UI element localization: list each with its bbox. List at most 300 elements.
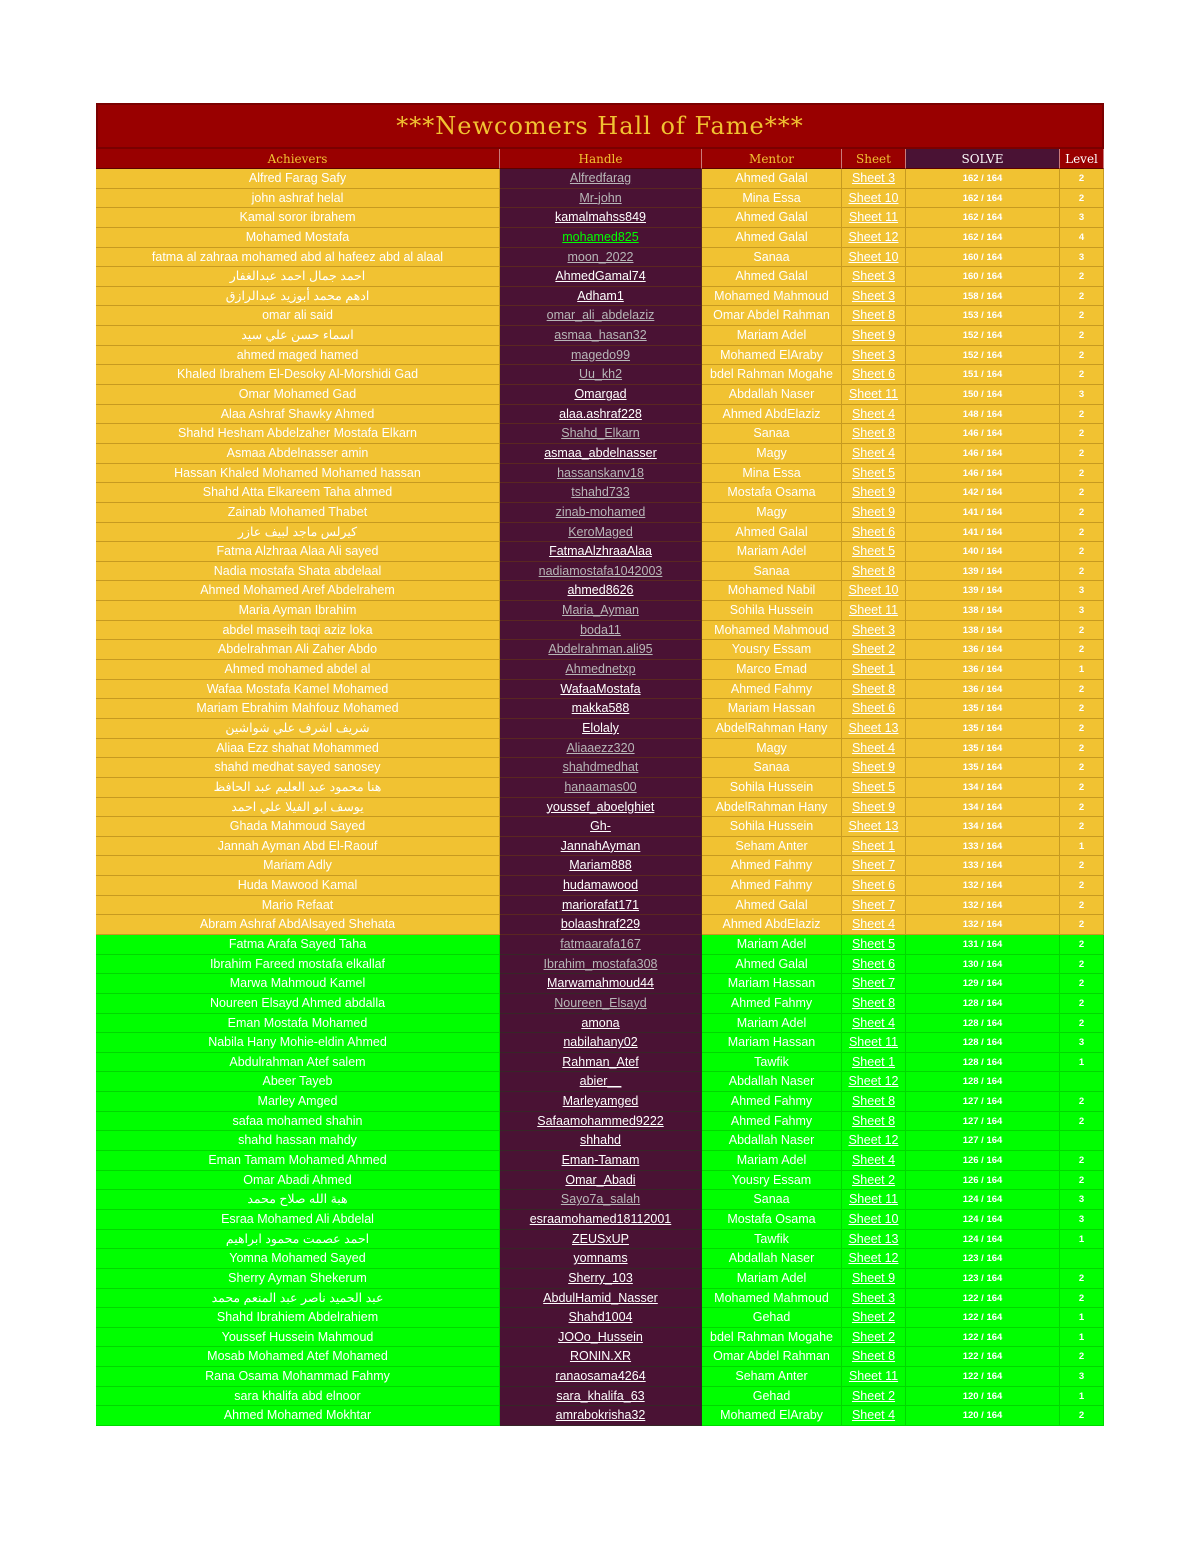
mentor-name: Sohila Hussein bbox=[702, 601, 842, 621]
solve-count: 131 / 164 bbox=[906, 935, 1060, 955]
sheet-link[interactable]: Sheet 1 bbox=[842, 1053, 906, 1073]
sheet-link[interactable]: Sheet 9 bbox=[842, 483, 906, 503]
table-row bbox=[96, 1190, 1104, 1210]
level-value bbox=[1060, 1072, 1104, 1092]
achiever-name: اسماء حسن علي سيد bbox=[96, 326, 500, 346]
table-row bbox=[96, 483, 1104, 503]
handle-link[interactable]: asmaa_hasan32 bbox=[500, 326, 702, 346]
sheet-link[interactable]: Sheet 3 bbox=[842, 287, 906, 307]
mentor-name: Omar Abdel Rahman bbox=[702, 1347, 842, 1367]
table-row bbox=[96, 523, 1104, 543]
mentor-name: Mariam Hassan bbox=[702, 974, 842, 994]
table-row bbox=[96, 248, 1104, 268]
handle-link[interactable]: Sayo7a_salah bbox=[500, 1190, 702, 1210]
header-level: Level bbox=[1060, 149, 1104, 169]
table-row bbox=[96, 267, 1104, 287]
table-row bbox=[96, 837, 1104, 857]
level-value: 3 bbox=[1060, 248, 1104, 268]
handle-link[interactable]: Shahd1004 bbox=[500, 1308, 702, 1328]
achiever-name: Marley Amged bbox=[96, 1092, 500, 1112]
sheet-link[interactable]: Sheet 3 bbox=[842, 1289, 906, 1309]
table-row bbox=[96, 719, 1104, 739]
mentor-name: Mohamed ElAraby bbox=[702, 346, 842, 366]
level-value: 2 bbox=[1060, 1171, 1104, 1191]
mentor-name: Mariam Adel bbox=[702, 1014, 842, 1034]
handle-link[interactable]: hassanskanv18 bbox=[500, 464, 702, 484]
mentor-name: Ahmed Fahmy bbox=[702, 994, 842, 1014]
solve-count: 160 / 164 bbox=[906, 267, 1060, 287]
solve-count: 162 / 164 bbox=[906, 228, 1060, 248]
table-row bbox=[96, 1289, 1104, 1309]
sheet-link[interactable]: Sheet 2 bbox=[842, 1387, 906, 1407]
mentor-name: Magy bbox=[702, 503, 842, 523]
handle-link[interactable]: fatmaarafa167 bbox=[500, 935, 702, 955]
solve-count: 148 / 164 bbox=[906, 405, 1060, 425]
handle-link[interactable]: KeroMaged bbox=[500, 523, 702, 543]
solve-count: 142 / 164 bbox=[906, 483, 1060, 503]
sheet-link[interactable]: Sheet 9 bbox=[842, 503, 906, 523]
handle-link[interactable]: alaa.ashraf228 bbox=[500, 405, 702, 425]
handle-link[interactable]: zinab-mohamed bbox=[500, 503, 702, 523]
handle-link[interactable]: JannahAyman bbox=[500, 837, 702, 857]
achiever-name: Fatma Arafa Sayed Taha bbox=[96, 935, 500, 955]
achiever-name: Abdelrahman Ali Zaher Abdo bbox=[96, 640, 500, 660]
table-row bbox=[96, 1151, 1104, 1171]
level-value: 2 bbox=[1060, 169, 1104, 189]
handle-link[interactable]: RONIN.XR bbox=[500, 1347, 702, 1367]
sheet-link[interactable]: Sheet 6 bbox=[842, 955, 906, 975]
mentor-name: Mariam Adel bbox=[702, 326, 842, 346]
achiever-name: Abdulrahman Atef salem bbox=[96, 1053, 500, 1073]
solve-count: 128 / 164 bbox=[906, 1072, 1060, 1092]
solve-count: 129 / 164 bbox=[906, 974, 1060, 994]
level-value: 1 bbox=[1060, 837, 1104, 857]
handle-link[interactable]: boda11 bbox=[500, 621, 702, 641]
sheet-link[interactable]: Sheet 13 bbox=[842, 719, 906, 739]
handle-link[interactable]: Safaamohammed9222 bbox=[500, 1112, 702, 1132]
achiever-name: شريف اشرف علي شواشين bbox=[96, 719, 500, 739]
handle-link[interactable]: AbdulHamid_Nasser bbox=[500, 1289, 702, 1309]
table-row bbox=[96, 208, 1104, 228]
achiever-name: Abeer Tayeb bbox=[96, 1072, 500, 1092]
sheet-link[interactable]: Sheet 2 bbox=[842, 1308, 906, 1328]
sheet-link[interactable]: Sheet 2 bbox=[842, 1171, 906, 1191]
handle-link[interactable]: FatmaAlzhraaAlaa bbox=[500, 542, 702, 562]
mentor-name: Mariam Hassan bbox=[702, 699, 842, 719]
sheet-link[interactable]: Sheet 4 bbox=[842, 739, 906, 759]
table-row bbox=[96, 1014, 1104, 1034]
mentor-name: Tawfik bbox=[702, 1053, 842, 1073]
sheet-link[interactable]: Sheet 8 bbox=[842, 994, 906, 1014]
handle-link[interactable]: Ibrahim_mostafa308 bbox=[500, 955, 702, 975]
sheet-link[interactable]: Sheet 11 bbox=[842, 1367, 906, 1387]
handle-link[interactable]: JOOo_Hussein bbox=[500, 1328, 702, 1348]
handle-link[interactable]: Mr-john bbox=[500, 189, 702, 209]
table-row bbox=[96, 581, 1104, 601]
sheet-link[interactable]: Sheet 9 bbox=[842, 798, 906, 818]
solve-count: 162 / 164 bbox=[906, 169, 1060, 189]
level-value: 2 bbox=[1060, 876, 1104, 896]
handle-link[interactable]: Abdelrahman.ali95 bbox=[500, 640, 702, 660]
achiever-name: Fatma Alzhraa Alaa Ali sayed bbox=[96, 542, 500, 562]
mentor-name: Abdallah Naser bbox=[702, 1249, 842, 1269]
sheet-link[interactable]: Sheet 12 bbox=[842, 1131, 906, 1151]
solve-count: 162 / 164 bbox=[906, 189, 1060, 209]
solve-count: 132 / 164 bbox=[906, 876, 1060, 896]
sheet-link[interactable]: Sheet 6 bbox=[842, 523, 906, 543]
sheet-link[interactable]: Sheet 8 bbox=[842, 424, 906, 444]
sheet-link[interactable]: Sheet 12 bbox=[842, 228, 906, 248]
sheet-link[interactable]: Sheet 3 bbox=[842, 621, 906, 641]
sheet-link[interactable]: Sheet 7 bbox=[842, 856, 906, 876]
handle-link[interactable]: moon_2022 bbox=[500, 248, 702, 268]
solve-count: 123 / 164 bbox=[906, 1249, 1060, 1269]
sheet-link[interactable]: Sheet 11 bbox=[842, 208, 906, 228]
handle-link[interactable]: hanaamas00 bbox=[500, 778, 702, 798]
handle-link[interactable]: Marwamahmoud44 bbox=[500, 974, 702, 994]
achiever-name: Jannah Ayman Abd El-Raouf bbox=[96, 837, 500, 857]
handle-link[interactable]: mariorafat171 bbox=[500, 896, 702, 916]
sheet-link[interactable]: Sheet 6 bbox=[842, 699, 906, 719]
table-row bbox=[96, 876, 1104, 896]
solve-count: 136 / 164 bbox=[906, 680, 1060, 700]
mentor-name: Ahmed Galal bbox=[702, 228, 842, 248]
achiever-name: احمد جمال احمد عبدالغفار bbox=[96, 267, 500, 287]
level-value bbox=[1060, 1249, 1104, 1269]
level-value: 3 bbox=[1060, 601, 1104, 621]
mentor-name: Sanaa bbox=[702, 424, 842, 444]
sheet-link[interactable]: Sheet 4 bbox=[842, 444, 906, 464]
level-value: 3 bbox=[1060, 1033, 1104, 1053]
level-value: 2 bbox=[1060, 739, 1104, 759]
mentor-name: AbdelRahman Hany bbox=[702, 719, 842, 739]
handle-link[interactable]: amrabokrisha32 bbox=[500, 1406, 702, 1426]
achiever-name: هنا محمود عبد العليم عبد الحافظ bbox=[96, 778, 500, 798]
mentor-name: Ahmed AbdElaziz bbox=[702, 915, 842, 935]
handle-link[interactable]: Ahmednetxp bbox=[500, 660, 702, 680]
mentor-name: Ahmed Galal bbox=[702, 896, 842, 916]
sheet-link[interactable]: Sheet 3 bbox=[842, 169, 906, 189]
mentor-name: Mina Essa bbox=[702, 464, 842, 484]
table-row bbox=[96, 798, 1104, 818]
level-value: 2 bbox=[1060, 346, 1104, 366]
sheet-link[interactable]: Sheet 8 bbox=[842, 562, 906, 582]
achiever-name: Eman Tamam Mohamed Ahmed bbox=[96, 1151, 500, 1171]
level-value: 2 bbox=[1060, 994, 1104, 1014]
handle-link[interactable]: Sherry_103 bbox=[500, 1269, 702, 1289]
sheet-link[interactable]: Sheet 4 bbox=[842, 405, 906, 425]
sheet-link[interactable]: Sheet 9 bbox=[842, 326, 906, 346]
table-row bbox=[96, 758, 1104, 778]
achiever-name: Eman Mostafa Mohamed bbox=[96, 1014, 500, 1034]
handle-link[interactable]: Eman-Tamam bbox=[500, 1151, 702, 1171]
table-row bbox=[96, 542, 1104, 562]
achiever-name: Kamal soror ibrahem bbox=[96, 208, 500, 228]
mentor-name: AbdelRahman Hany bbox=[702, 798, 842, 818]
level-value: 2 bbox=[1060, 562, 1104, 582]
sheet-link[interactable]: Sheet 5 bbox=[842, 935, 906, 955]
table-row bbox=[96, 503, 1104, 523]
level-value: 2 bbox=[1060, 974, 1104, 994]
handle-link[interactable]: magedo99 bbox=[500, 346, 702, 366]
solve-count: 139 / 164 bbox=[906, 581, 1060, 601]
handle-link[interactable]: Maria_Ayman bbox=[500, 601, 702, 621]
sheet-link[interactable]: Sheet 5 bbox=[842, 542, 906, 562]
handle-link[interactable]: amona bbox=[500, 1014, 702, 1034]
handle-link[interactable]: Omargad bbox=[500, 385, 702, 405]
table-row bbox=[96, 680, 1104, 700]
achiever-name: هبة الله صلاح محمد bbox=[96, 1190, 500, 1210]
table-row bbox=[96, 621, 1104, 641]
mentor-name: Ahmed Fahmy bbox=[702, 856, 842, 876]
sheet-link[interactable]: Sheet 5 bbox=[842, 778, 906, 798]
mentor-name: Mariam Adel bbox=[702, 1151, 842, 1171]
handle-link[interactable]: tshahd733 bbox=[500, 483, 702, 503]
table-row bbox=[96, 346, 1104, 366]
level-value: 3 bbox=[1060, 385, 1104, 405]
level-value: 2 bbox=[1060, 1289, 1104, 1309]
achiever-name: Noureen Elsayd Ahmed abdalla bbox=[96, 994, 500, 1014]
solve-count: 140 / 164 bbox=[906, 542, 1060, 562]
level-value: 2 bbox=[1060, 326, 1104, 346]
level-value: 2 bbox=[1060, 955, 1104, 975]
handle-link[interactable]: Rahman_Atef bbox=[500, 1053, 702, 1073]
sheet-link[interactable]: Sheet 2 bbox=[842, 640, 906, 660]
sheet-link[interactable]: Sheet 10 bbox=[842, 189, 906, 209]
mentor-name: Mohamed Mahmoud bbox=[702, 621, 842, 641]
achiever-name: Ghada Mahmoud Sayed bbox=[96, 817, 500, 837]
sheet-link[interactable]: Sheet 6 bbox=[842, 876, 906, 896]
solve-count: 141 / 164 bbox=[906, 503, 1060, 523]
level-value: 2 bbox=[1060, 189, 1104, 209]
handle-link[interactable]: ranaosama4264 bbox=[500, 1367, 702, 1387]
table-row bbox=[96, 955, 1104, 975]
level-value: 2 bbox=[1060, 287, 1104, 307]
sheet-link[interactable]: Sheet 7 bbox=[842, 896, 906, 916]
sheet-link[interactable]: Sheet 1 bbox=[842, 837, 906, 857]
solve-count: 120 / 164 bbox=[906, 1387, 1060, 1407]
achiever-name: Maria Ayman Ibrahim bbox=[96, 601, 500, 621]
sheet-link[interactable]: Sheet 8 bbox=[842, 1092, 906, 1112]
achiever-name: Ahmed mohamed abdel al bbox=[96, 660, 500, 680]
handle-link[interactable]: shhahd bbox=[500, 1131, 702, 1151]
handle-link[interactable]: Adham1 bbox=[500, 287, 702, 307]
mentor-name: Magy bbox=[702, 444, 842, 464]
handle-link[interactable]: youssef_aboelghiet bbox=[500, 798, 702, 818]
table-row bbox=[96, 326, 1104, 346]
level-value: 2 bbox=[1060, 680, 1104, 700]
table-row bbox=[96, 287, 1104, 307]
mentor-name: Ahmed Galal bbox=[702, 267, 842, 287]
mentor-name: Mariam Adel bbox=[702, 935, 842, 955]
sheet-link[interactable]: Sheet 4 bbox=[842, 915, 906, 935]
sheet-link[interactable]: Sheet 8 bbox=[842, 1347, 906, 1367]
level-value: 3 bbox=[1060, 1190, 1104, 1210]
level-value: 2 bbox=[1060, 1269, 1104, 1289]
sheet-link[interactable]: Sheet 1 bbox=[842, 660, 906, 680]
achiever-name: Youssef Hussein Mahmoud bbox=[96, 1328, 500, 1348]
handle-link[interactable]: Mariam888 bbox=[500, 856, 702, 876]
handle-link[interactable]: bolaashraf229 bbox=[500, 915, 702, 935]
sheet-link[interactable]: Sheet 4 bbox=[842, 1406, 906, 1426]
level-value: 2 bbox=[1060, 503, 1104, 523]
mentor-name: Abdallah Naser bbox=[702, 1072, 842, 1092]
table-row bbox=[96, 169, 1104, 189]
sheet-link[interactable]: Sheet 5 bbox=[842, 464, 906, 484]
solve-count: 135 / 164 bbox=[906, 719, 1060, 739]
sheet-link[interactable]: Sheet 11 bbox=[842, 1033, 906, 1053]
handle-link[interactable]: Gh- bbox=[500, 817, 702, 837]
handle-link[interactable]: Elolaly bbox=[500, 719, 702, 739]
sheet-link[interactable]: Sheet 6 bbox=[842, 365, 906, 385]
level-value: 2 bbox=[1060, 483, 1104, 503]
mentor-name: Yousry Essam bbox=[702, 640, 842, 660]
handle-link[interactable]: abier__ bbox=[500, 1072, 702, 1092]
table-row bbox=[96, 1328, 1104, 1348]
solve-count: 133 / 164 bbox=[906, 856, 1060, 876]
achiever-name: abdel maseih taqi aziz loka bbox=[96, 621, 500, 641]
solve-count: 152 / 164 bbox=[906, 346, 1060, 366]
level-value: 2 bbox=[1060, 699, 1104, 719]
handle-link[interactable]: nabilahany02 bbox=[500, 1033, 702, 1053]
handle-link[interactable]: WafaaMostafa bbox=[500, 680, 702, 700]
achiever-name: ahmed maged hamed bbox=[96, 346, 500, 366]
handle-link[interactable]: kamalmahss849 bbox=[500, 208, 702, 228]
handle-link[interactable]: yomnams bbox=[500, 1249, 702, 1269]
sheet-link[interactable]: Sheet 4 bbox=[842, 1014, 906, 1034]
handle-link[interactable]: shahdmedhat bbox=[500, 758, 702, 778]
handle-link[interactable]: sara_khalifa_63 bbox=[500, 1387, 702, 1407]
handle-link[interactable]: Alfredfarag bbox=[500, 169, 702, 189]
sheet-link[interactable]: Sheet 11 bbox=[842, 601, 906, 621]
sheet-link[interactable]: Sheet 11 bbox=[842, 385, 906, 405]
handle-link[interactable]: nadiamostafa1042003 bbox=[500, 562, 702, 582]
handle-link[interactable]: Aliaaezz320 bbox=[500, 739, 702, 759]
table-row bbox=[96, 935, 1104, 955]
sheet-link[interactable]: Sheet 8 bbox=[842, 680, 906, 700]
mentor-name: Mariam Adel bbox=[702, 542, 842, 562]
handle-link[interactable]: ahmed8626 bbox=[500, 581, 702, 601]
header-row bbox=[96, 149, 1104, 169]
solve-count: 127 / 164 bbox=[906, 1131, 1060, 1151]
mentor-name: Ahmed Fahmy bbox=[702, 1092, 842, 1112]
sheet-link[interactable]: Sheet 3 bbox=[842, 346, 906, 366]
solve-count: 124 / 164 bbox=[906, 1190, 1060, 1210]
handle-link[interactable]: hudamawood bbox=[500, 876, 702, 896]
sheet-link[interactable]: Sheet 3 bbox=[842, 267, 906, 287]
sheet-link[interactable]: Sheet 12 bbox=[842, 1072, 906, 1092]
level-value: 2 bbox=[1060, 424, 1104, 444]
sheet-link[interactable]: Sheet 8 bbox=[842, 306, 906, 326]
handle-link[interactable]: Uu_kh2 bbox=[500, 365, 702, 385]
handle-link[interactable]: makka588 bbox=[500, 699, 702, 719]
sheet-link[interactable]: Sheet 10 bbox=[842, 248, 906, 268]
solve-count: 138 / 164 bbox=[906, 601, 1060, 621]
mentor-name: Sohila Hussein bbox=[702, 778, 842, 798]
solve-count: 160 / 164 bbox=[906, 248, 1060, 268]
achievers-table-body bbox=[96, 169, 1104, 1426]
achiever-name: عبد الحميد ناصر عبد المنعم محمد bbox=[96, 1289, 500, 1309]
achiever-name: Hassan Khaled Mohamed Mohamed hassan bbox=[96, 464, 500, 484]
sheet-link[interactable]: Sheet 13 bbox=[842, 817, 906, 837]
table-row bbox=[96, 424, 1104, 444]
handle-link[interactable]: Marleyamged bbox=[500, 1092, 702, 1112]
achiever-name: Mario Refaat bbox=[96, 896, 500, 916]
solve-count: 122 / 164 bbox=[906, 1367, 1060, 1387]
handle-link[interactable]: mohamed825 bbox=[500, 228, 702, 248]
level-value: 3 bbox=[1060, 581, 1104, 601]
achiever-name: Shahd Hesham Abdelzaher Mostafa Elkarn bbox=[96, 424, 500, 444]
handle-link[interactable]: omar_ali_abdelaziz bbox=[500, 306, 702, 326]
mentor-name: Tawfik bbox=[702, 1230, 842, 1250]
level-value: 2 bbox=[1060, 621, 1104, 641]
header-achievers: Achievers bbox=[96, 149, 500, 169]
sheet-link[interactable]: Sheet 7 bbox=[842, 974, 906, 994]
achiever-name: Nadia mostafa Shata abdelaal bbox=[96, 562, 500, 582]
mentor-name: Ahmed Fahmy bbox=[702, 876, 842, 896]
handle-link[interactable]: asmaa_abdelnasser bbox=[500, 444, 702, 464]
mentor-name: Seham Anter bbox=[702, 837, 842, 857]
achiever-name: يوسف ابو الفيلا علي احمد bbox=[96, 798, 500, 818]
table-row bbox=[96, 1367, 1104, 1387]
achiever-name: Mosab Mohamed Atef Mohamed bbox=[96, 1347, 500, 1367]
handle-link[interactable]: AhmedGamal74 bbox=[500, 267, 702, 287]
mentor-name: Sanaa bbox=[702, 248, 842, 268]
level-value: 1 bbox=[1060, 1328, 1104, 1348]
table-row bbox=[96, 1072, 1104, 1092]
sheet-link[interactable]: Sheet 10 bbox=[842, 581, 906, 601]
sheet-link[interactable]: Sheet 9 bbox=[842, 1269, 906, 1289]
sheet-link[interactable]: Sheet 9 bbox=[842, 758, 906, 778]
achiever-name: Rana Osama Mohammad Fahmy bbox=[96, 1367, 500, 1387]
handle-link[interactable]: ZEUSxUP bbox=[500, 1230, 702, 1250]
solve-count: 122 / 164 bbox=[906, 1308, 1060, 1328]
table-row bbox=[96, 601, 1104, 621]
level-value: 2 bbox=[1060, 306, 1104, 326]
solve-count: 132 / 164 bbox=[906, 896, 1060, 916]
sheet-link[interactable]: Sheet 10 bbox=[842, 1210, 906, 1230]
table-row bbox=[96, 562, 1104, 582]
solve-count: 127 / 164 bbox=[906, 1092, 1060, 1112]
level-value: 2 bbox=[1060, 464, 1104, 484]
level-value: 3 bbox=[1060, 1367, 1104, 1387]
handle-link[interactable]: Shahd_Elkarn bbox=[500, 424, 702, 444]
level-value: 2 bbox=[1060, 640, 1104, 660]
level-value: 2 bbox=[1060, 267, 1104, 287]
achiever-name: Alaa Ashraf Shawky Ahmed bbox=[96, 405, 500, 425]
solve-count: 153 / 164 bbox=[906, 306, 1060, 326]
header-handle: Handle bbox=[500, 149, 702, 169]
sheet-link[interactable]: Sheet 12 bbox=[842, 1249, 906, 1269]
level-value: 3 bbox=[1060, 208, 1104, 228]
handle-link[interactable]: Omar_Abadi bbox=[500, 1171, 702, 1191]
sheet-link[interactable]: Sheet 13 bbox=[842, 1230, 906, 1250]
handle-link[interactable]: Noureen_Elsayd bbox=[500, 994, 702, 1014]
mentor-name: Mariam Adel bbox=[702, 1269, 842, 1289]
achiever-name: Omar Mohamed Gad bbox=[96, 385, 500, 405]
sheet-link[interactable]: Sheet 11 bbox=[842, 1190, 906, 1210]
sheet-link[interactable]: Sheet 2 bbox=[842, 1328, 906, 1348]
sheet-link[interactable]: Sheet 4 bbox=[842, 1151, 906, 1171]
table-row bbox=[96, 817, 1104, 837]
sheet-link[interactable]: Sheet 8 bbox=[842, 1112, 906, 1132]
solve-count: 122 / 164 bbox=[906, 1347, 1060, 1367]
achiever-name: Shahd Atta Elkareem Taha ahmed bbox=[96, 483, 500, 503]
handle-link[interactable]: esraamohamed18112001 bbox=[500, 1210, 702, 1230]
solve-count: 135 / 164 bbox=[906, 699, 1060, 719]
achiever-name: Ahmed Mohamed Aref Abdelrahem bbox=[96, 581, 500, 601]
achiever-name: Nabila Hany Mohie-eldin Ahmed bbox=[96, 1033, 500, 1053]
